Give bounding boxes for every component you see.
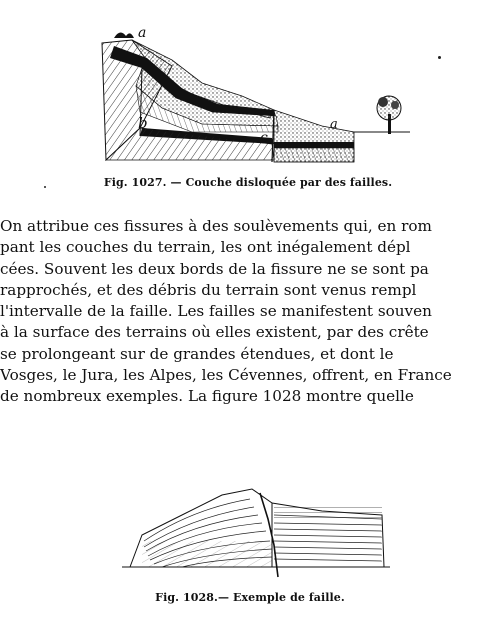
fig1-label-c: c xyxy=(260,130,268,146)
body-paragraph xyxy=(0,216,500,408)
speck xyxy=(438,56,441,59)
figure-1028-caption: Fig. 1028.— Exemple de faille. xyxy=(155,591,345,604)
paragraph-line: l'intervalle de la faille. Les failles se manifestent souven xyxy=(0,302,432,321)
paragraph-line: se prolongeant sur de grandes étendues, et dont le xyxy=(0,344,394,363)
figure-1028-drawing xyxy=(122,485,390,585)
paragraph-line: pant les couches du terrain, les ont inégalement dépl xyxy=(0,238,411,257)
figure-1027-caption: Fig. 1027. — Couche disloquée par des failles. xyxy=(103,176,393,189)
fig1-label-a-top: a xyxy=(138,28,147,41)
fig1-label-a-right: a xyxy=(330,117,338,132)
figure-1028-illustration xyxy=(122,485,390,585)
paragraph-line: à la surface des terrains où elles existent, par des crête xyxy=(0,323,429,342)
paragraph-line: On attribue ces fissures à des soulèvements qui, en rom xyxy=(0,217,432,235)
paragraph-line: rapprochés, et des débris du terrain sont venus rempl xyxy=(0,280,417,299)
figure-1027-illustration xyxy=(92,28,410,168)
figure-1027-drawing xyxy=(92,28,410,168)
fig1-label-b: b xyxy=(138,114,148,132)
paragraph-line: Vosges, le Jura, les Alpes, les Cévennes, offrent, en France xyxy=(0,366,452,385)
paragraph-line: cées. Souvent les deux bords de la fissure ne se sont pa xyxy=(0,259,429,278)
paragraph-line: de nombreux exemples. La figure 1028 montre quelle xyxy=(0,387,414,406)
